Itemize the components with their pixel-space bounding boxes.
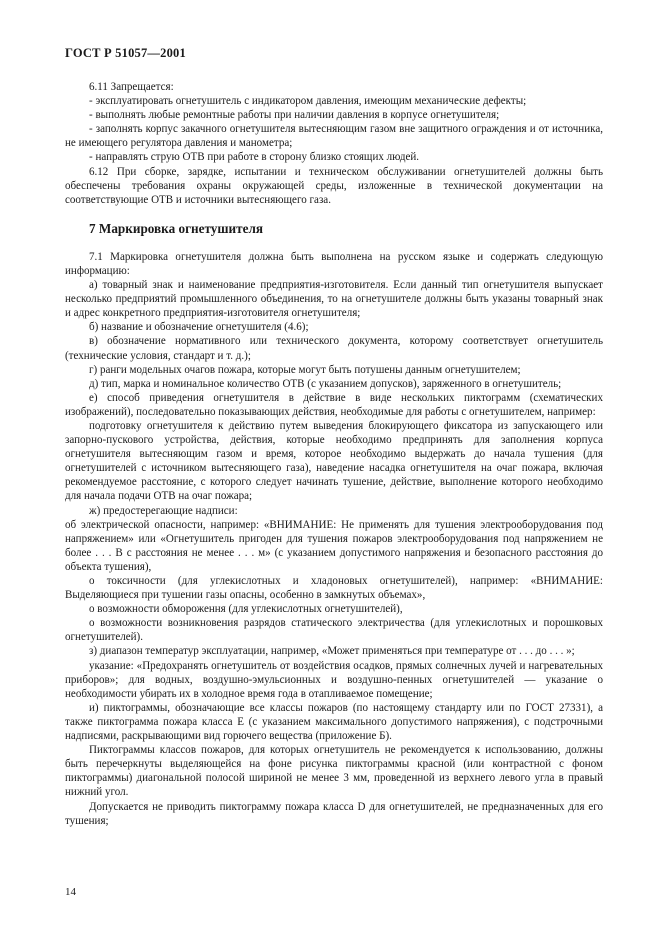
list-item: - направлять струю ОТВ при работе в сторону близко стоящих людей. — [89, 151, 420, 164]
paragraph: е) способ приведения огнетушителя в действие в виде нескольких пиктограмм (схематических изображений), последовательно показывающих действия, необходимые для работы с огнетушителем, например: — [65, 391, 603, 418]
list-item: - эксплуатировать огнетушитель с индикатором давления, имеющим механические дефекты; — [89, 95, 527, 108]
paragraph: з) диапазон температур эксплуатации, например, «Может применяться при температуре от . . . до . . . »; — [89, 645, 575, 658]
list-item: - заполнять корпус закачного огнетушителя вытесняющим газом вне защитного ограждения и от источника, не имеющего регулятора давления и манометра; — [65, 123, 603, 150]
paragraph: о возможности обмороження (для углекислотных огнетушителей), — [89, 603, 403, 616]
list-item: - выполнять любые ремонтные работы при наличии давления в корпусе огнетушителя; — [89, 109, 500, 122]
paragraph: о токсичности (для углекислотных и хладоновых огнетушителей), например: «ВНИМАНИЕ: Выделяющиеся при тушении газы опасны, особенно в замкнутых объемах», — [65, 575, 603, 602]
paragraph: г) ранги модельных очагов пожара, которые могут быть потушены данным огнетушителем; — [89, 363, 521, 376]
paragraph: о возможности возникновения разрядов статического электричества (для углекислотных и порошковых огнетушителей). — [65, 617, 603, 644]
paragraph: д) тип, марка и номинальное количество ОТВ (с указанием допусков), заряженного в огнетушитель; — [89, 377, 562, 390]
page-body — [65, 80, 603, 828]
paragraph-6-12: 6.12 При сборке, зарядке, испытании и техническом обслуживании огнетушителей должны быть обеспечены требования охраны окружающей среды, изложенные в технической документации на соответствующие ОТВ и источники вытесняющего газа. — [65, 165, 603, 206]
document-header: ГОСТ Р 51057—2001 — [65, 46, 186, 60]
paragraph: а) товарный знак и наименование предприятия-изготовителя. Если данный тип огнетушителя выпускает несколько предприятий промышленного объединения, то на огнетушителе должны быть указаны товарный знак и адрес конкретного предприятия-изготовителя огнетушителя; — [65, 279, 603, 320]
page-number: 14 — [65, 886, 76, 898]
paragraph: Допускается не приводить пиктограмму пожара класса D для огнетушителей, не предназначенных для его тушения; — [65, 800, 603, 827]
paragraph: 7.1 Маркировка огнетушителя должна быть выполнена на русском языке и содержать следующую информацию: — [65, 250, 603, 277]
paragraph: и) пиктограммы, обозначающие все классы пожаров (по настоящему стандарту или по ГОСТ 27331), а также пиктограмма пожара класса Е (с указанием максимального допустимого напряжения), с подстрочными надписями, раскрывающими вид горючего вещества (приложение Б). — [65, 701, 603, 743]
paragraph: Пиктограммы классов пожаров, для которых огнетушитель не рекомендуется к использованию, должны быть перечеркнуты выделяющейся на фоне рисунка пиктограммы красной (или контрастной с фоном пиктограммы) диагональной полосой шириной не менее 3 мм, проведенной из верхнего левого угла в правый нижний угол. — [65, 744, 603, 799]
paragraph-6-11-title: 6.11 Запрещается: — [89, 81, 174, 93]
paragraph: б) название и обозначение огнетушителя (4.6); — [89, 321, 309, 334]
paragraph: подготовку огнетушителя к действию путем выведения блокирующего фиксатора из запускающего или запорно-пускового устройства, действия, которые необходимо предпринять для заполнения корпуса огнетушителя вытесняющим газом и время, которое необходимо выдержать до начала тушения (для огнетушителей с источником вытесняющего газа), наведение насадка огнетушителя на очаг пожара, включая рекомендуемое расстояние, с которого следует начинать тушение, действие, выполнение которого необходимо для начала подачи ОТВ на очаг пожара; — [65, 419, 603, 503]
paragraph: указание: «Предохранять огнетушитель от воздействия осадков, прямых солнечных лучей и нагревательных приборов»; для водных, воздушно-эмульсионных и воздушно-пенных огнетушителей — указание о необходимости убирать их в холодное время года в отапливаемое помещение; — [65, 659, 603, 700]
paragraph: ж) предостерегающие надписи: — [89, 504, 238, 517]
paragraph: об электрической опасности, например: «ВНИМАНИЕ: Не применять для тушения электрооборудования под напряжением» или «Огнетушитель пригоден для тушения пожаров электрооборудования под напряжением не более . . . В с расстояния не менее . . . м» (с указанием допустимого напряжения и безопасного расстояния до объекта тушения), — [65, 518, 603, 573]
section-heading: 7 Маркировка огнетушителя — [89, 220, 263, 236]
paragraph: в) обозначение нормативного или технического документа, которому соответствует огнетушитель (технические условия, стандарт и т. д.); — [65, 335, 603, 362]
